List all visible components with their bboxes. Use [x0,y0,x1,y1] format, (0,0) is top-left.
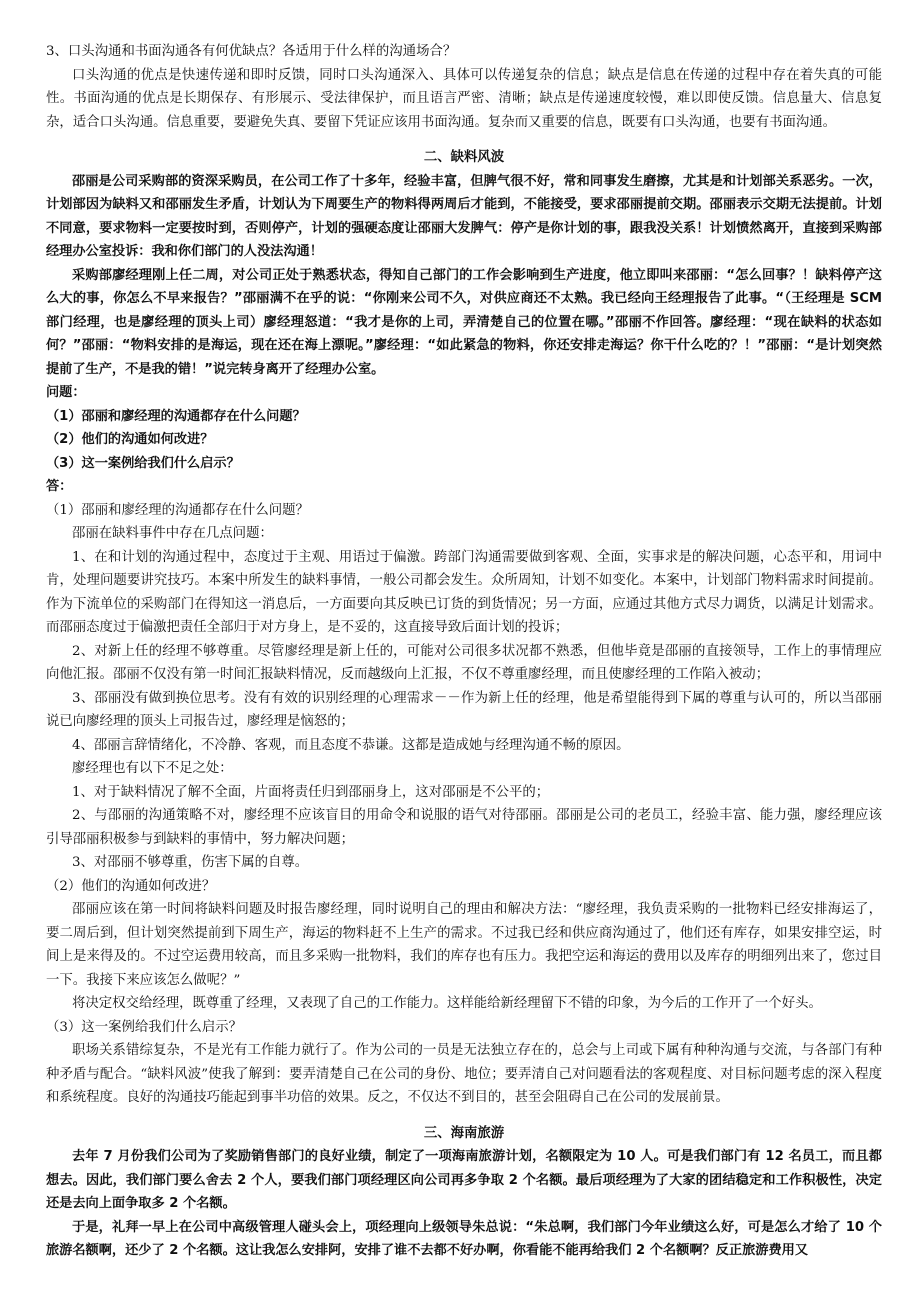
manager-point-3: 3、对邵丽不够尊重，伤害下属的自尊。 [72,855,309,870]
answer-2-paragraph-2: 将决定权交给经理，既尊重了经理，又表现了自己的工作能力。这样能给新经理留下不错的印象，为今后的工作开了一个好头。 [72,996,822,1011]
case-paragraph-1: 邵丽是公司采购部的资深采购员，在公司工作了十多年，经验丰富，但脾气很不好，常和同事发生磨擦，尤其是和计划部关系恶劣。一次，计划部因为缺料又和邵丽发生矛盾，计划认为下周要生产的物料得两周后才能到，不能接受，要求邵丽提前交期。邵丽表示交期无法提前。计划不同意，要求物料一定要按时到，否则停产，计划的强硬态度让邵丽大发脾气：停产是你计划的事，跟我没关系！计划愤然离开，直接到采购部经理办公室投诉：我和你们部门的人没法沟通！ [46,173,882,259]
manager-point-2: 2、与邵丽的沟通策略不对，廖经理不应该盲目的用命令和说服的语气对待邵丽。邵丽是公司的老员工，经验丰富、能力强，廖经理应该引导邵丽积极参与到缺料的事情中，努力解决问题； [46,808,882,847]
hainan-paragraph-2: 于是，礼拜一早上在公司中高级管理人碰头会上，项经理向上级领导朱总说：“朱总啊，我们部门今年业绩这么好，可是怎么才给了 10 个旅游名额啊，还少了 2 个名额。这让我怎么安排阿，安排了谁不去都不好办啊，你看能不能再给我们 2 个名额啊？反正旅游费用又 [46,1219,882,1258]
question-1: （1）邵丽和廖经理的沟通都存在什么问题？ [46,408,306,424]
questions-label: 问题： [46,385,86,400]
section-title-shortage: 二、缺料风波 [423,150,505,165]
answer-3: 口头沟通的优点是快速传递和即时反馈，同时口头沟通深入、具体可以传递复杂的信息；缺点是信息在传递的过程中存在着失真的可能性。书面沟通的优点是长期保存、有形展示、受法律保护，而且语言严密、清晰；缺点是传递速度较慢，难以即使反馈。信息量大、信息复杂，适合口头沟通。信息重要，要避免失真、要留下凭证应该用书面沟通。复杂而又重要的信息，既要有口头沟通，也要有书面沟通。 [46,67,882,130]
question-2: （2）他们的沟通如何改进？ [46,432,214,447]
answer-1-intro: 邵丽在缺料事件中存在几点问题： [72,526,273,541]
question-3: 3、口头沟通和书面沟通各有何优缺点？各适用于什么样的沟通场合？ [46,44,457,59]
answer-1-point-2: 2、对新上任的经理不够尊重。尽管廖经理是新上任的，可能对公司很多状况都不熟悉，但他毕竟是邵丽的直接领导，工作上的事情理应向他汇报。邵丽不仅没有第一时间汇报缺料情况，反而越级向上汇报，不仅不尊重廖经理，而且使廖经理的工作陷入被动； [46,643,882,682]
manager-point-1: 1、对于缺料情况了解不全面，片面将责任归到邵丽身上，这对邵丽是不公平的； [72,784,550,800]
answer-1-point-4: 4、邵丽言辞情绪化，不冷静、客观，而且态度不恭谦。这都是造成她与经理沟通不畅的原因。 [72,737,630,753]
answer-1-heading: （1）邵丽和廖经理的沟通都存在什么问题？ [46,502,309,518]
document-page [46,40,882,1263]
case-paragraph-2: 采购部廖经理刚上任二周，对公司正处于熟悉状态，得知自己部门的工作会影响到生产进度，他立即叫来邵丽：“怎么回事？！缺料停产这么大的事，你怎么不早来报告？”邵丽满不在乎的说：“你刚来公司不久，对供应商还不太熟。我已经向王经理报告了此事。“（王经理是 SCM 部门经理，也是廖经理的顶头上司）廖经理怒道：“我才是你的上司，弄清楚自己的位置在哪。”邵丽不作回答。廖经理：“现在缺料的状态如何？”邵丽：“物料安排的是海运，现在还在海上漂呢。”廖经理：“如此紧急的物料，你还安排走海运？你干什么吃的？！”邵丽：“是计划突然提前了生产，不是我的错！”说完转身离开了经理办公室。 [46,267,882,377]
answer-3-paragraph-1: 职场关系错综复杂，不是光有工作能力就行了。作为公司的一员是无法独立存在的，总会与上司或下属有种种沟通与交流，与各部门有种种矛盾与配合。“缺料风波”使我了解到：要弄清楚自己在公司的身份、地位；要弄清自己对问题看法的客观程度、对目标问题考虑的深入程度和系统程度。良好的沟通技巧能起到事半功倍的效果。反之，不仅达不到目的，甚至会阻碍自己在公司的发展前景。 [46,1043,882,1105]
question-3-case: （3）这一案例给我们什么启示？ [46,455,240,471]
answer-2-heading: （2）他们的沟通如何改进？ [46,878,216,894]
answer-1-point-3: 3、邵丽没有做到换位思考。没有有效的识别经理的心理需求－－作为新上任的经理，他是希望能得到下属的尊重与认可的，所以当邵丽说已向廖经理的顶头上司报告过，廖经理是恼怒的； [46,690,882,729]
answer-3-heading: （3）这一案例给我们什么启示？ [46,1019,242,1035]
hainan-paragraph-1: 去年 7 月份我们公司为了奖励销售部门的良好业绩，制定了一项海南旅游计划，名额限定为 10 人。可是我们部门有 12 名员工，而且都想去。因此，我们部门要么舍去 2 个人，要我们部门项经理区向公司再多争取 2 个名额。最后项经理为了大家的团结稳定和工作积极性，决定还是去向上面争取多 2 个名额。 [46,1149,882,1211]
section-title-hainan: 三、海南旅游 [423,1125,505,1141]
answer-1-point-1: 1、在和计划的沟通过程中，态度过于主观、用语过于偏激。跨部门沟通需要做到客观、全面，实事求是的解决问题，心态平和，用词中肯，处理问题要讲究技巧。本案中所发生的缺料事情，一般公司都会发生。众所周知，计划不如变化。本案中，计划部门物料需求时间提前。作为下流单位的采购部门在得知这一消息后，一方面要向其反映已订货的到货情况；另一方面，应通过其他方式尽力调货，以满足计划需求。而邵丽态度过于偏激把责任全部归于对方身上，是不妥的，这直接导致后面计划的投诉； [46,549,882,635]
answer-label: 答： [46,479,73,494]
manager-shortcomings-intro: 廖经理也有以下不足之处： [72,761,233,776]
answer-2-paragraph-1: 邵丽应该在第一时间将缺料问题及时报告廖经理，同时说明自己的理由和解决方法：“廖经理，我负责采购的一批物料已经安排海运了，要二周后到，但计划突然提前到下周生产，海运的物料赶不上生产的需求。不过我已经和供应商沟通过了，他们还有库存，如果安排空运，时间上是来得及的。不过空运费用较高，而且多采购一批物料，我们的库存也有压力。我把空运和海运的费用以及库存的明细列出来了，您过目一下。我接下来应该怎么做呢？” [46,902,882,988]
